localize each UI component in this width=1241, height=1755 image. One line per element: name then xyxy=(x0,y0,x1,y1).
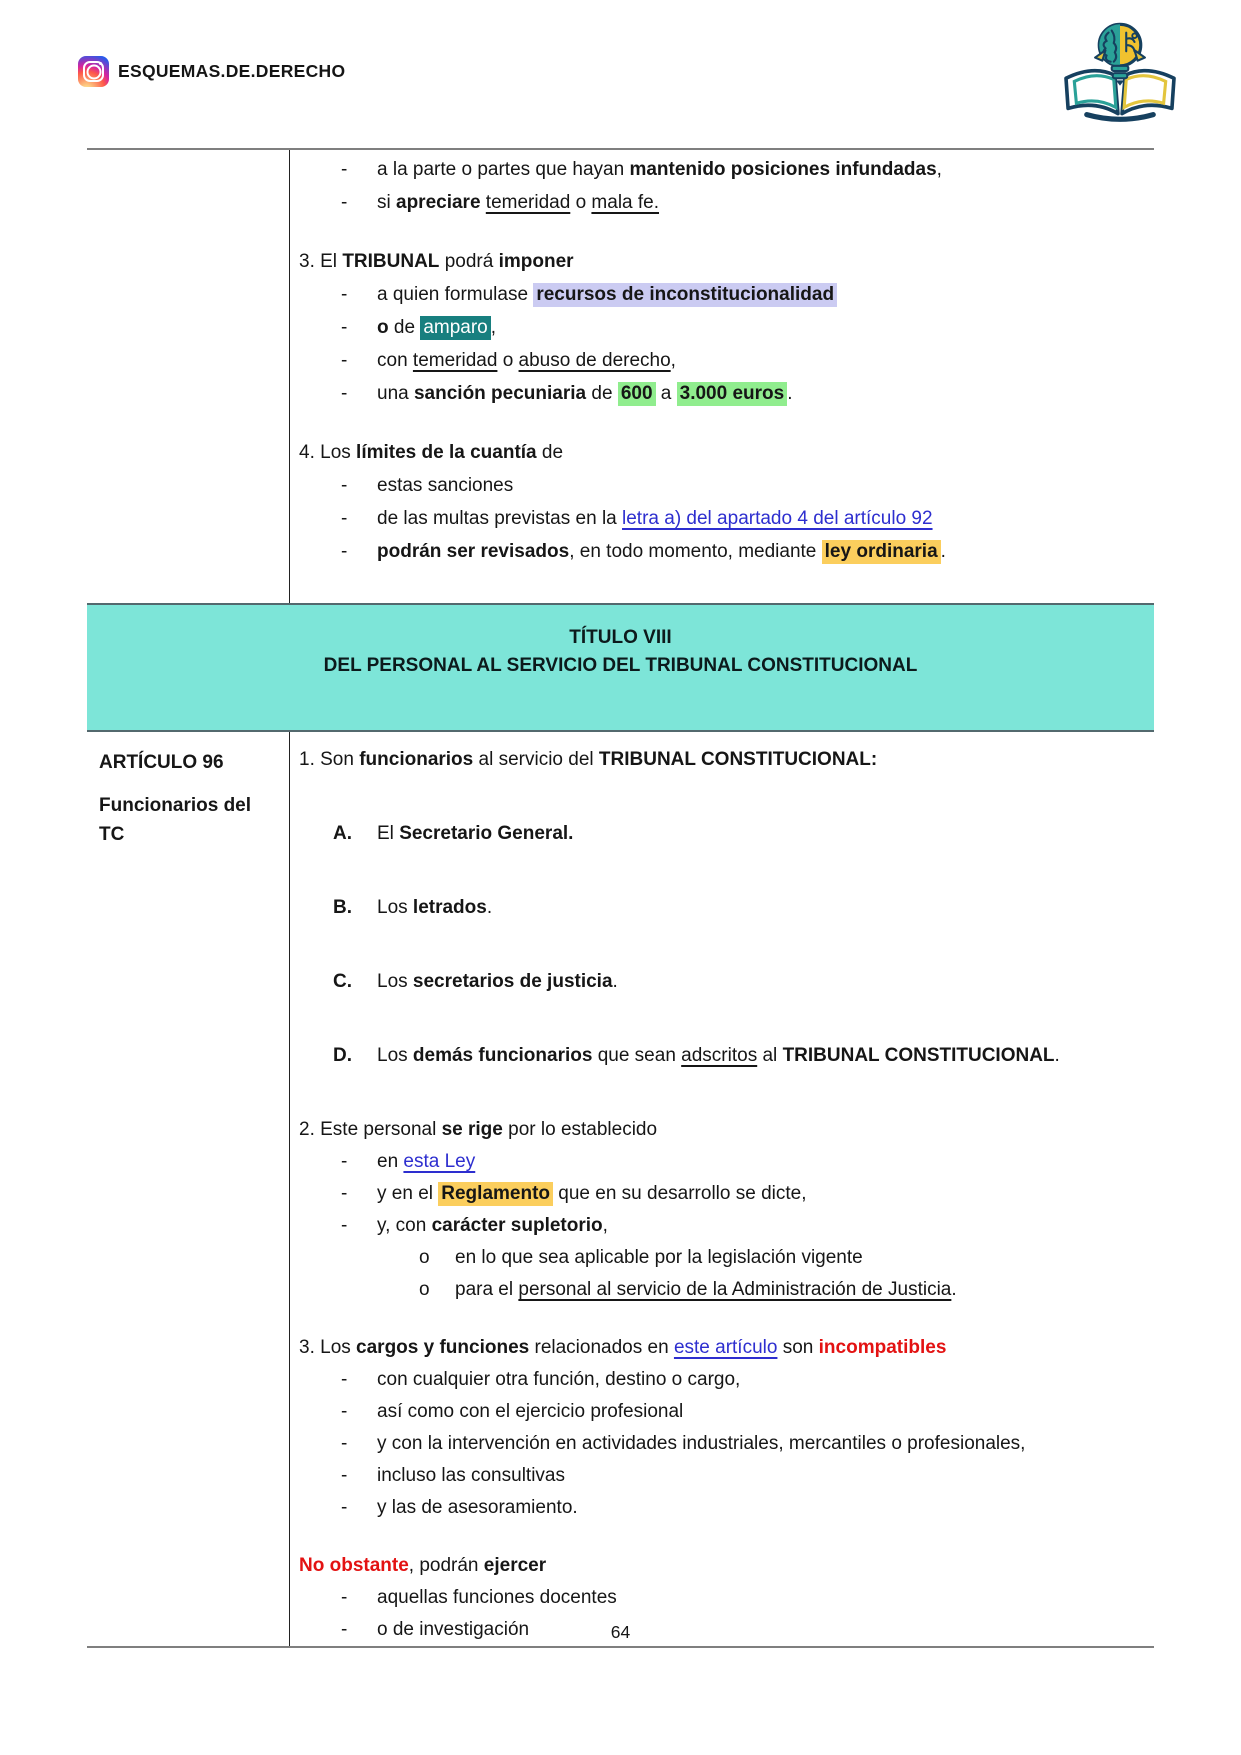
list-marker-letter: B. xyxy=(333,897,352,918)
text-content xyxy=(377,1178,1142,1210)
text-run: ley ordinaria xyxy=(822,540,941,564)
list-marker-dash: - xyxy=(341,1369,348,1390)
text-run: , en todo momento, mediante xyxy=(569,541,822,562)
brand-name: ESQUEMAS.DE.DERECHO xyxy=(118,61,346,81)
text-content xyxy=(455,1274,1142,1306)
list-marker-letter: C. xyxy=(333,971,352,992)
text-run: funcionarios xyxy=(359,749,474,770)
text-run: . xyxy=(940,541,946,562)
text-run: , xyxy=(936,159,942,180)
text-run: TRIBUNAL CONSTITUCIONAL: xyxy=(598,749,878,770)
text-run: relacionados en xyxy=(529,1337,674,1358)
list-item xyxy=(299,469,1142,502)
text-run: . xyxy=(612,971,618,992)
list-item xyxy=(299,966,1142,998)
list-marker-dash: - xyxy=(341,159,348,180)
text-run: límites de la cuantía xyxy=(356,442,537,463)
text-run: letrados xyxy=(412,897,487,918)
text-run: que en su desarrollo se dicte, xyxy=(553,1183,807,1204)
text-content xyxy=(299,436,1142,469)
text-content xyxy=(377,1460,1142,1492)
text-run: por lo establecido xyxy=(502,1119,658,1140)
list-marker-dash: - xyxy=(341,192,348,213)
list-marker-dash: - xyxy=(341,475,348,496)
text-content xyxy=(377,535,1142,568)
hyperlink[interactable]: este artículo xyxy=(673,1337,778,1358)
text-run: así como con el ejercicio profesional xyxy=(377,1401,684,1422)
text-run: o de investigación xyxy=(377,1619,530,1640)
text-run: Secretario General. xyxy=(399,823,574,844)
paragraph-line xyxy=(299,436,1142,469)
banner-subtitle: DEL PERSONAL AL SERVICIO DEL TRIBUNAL CONSTITUCIONAL xyxy=(323,655,918,676)
text-run: aquellas funciones docentes xyxy=(377,1587,617,1608)
text-content xyxy=(377,186,1142,219)
text-run: con cualquier otra función, destino o cargo, xyxy=(377,1369,741,1390)
text-run: podrán ser revisados xyxy=(377,541,570,562)
text-run: una xyxy=(377,383,414,404)
text-run: con xyxy=(377,350,413,371)
list-marker-dash: - xyxy=(341,1401,348,1422)
instagram-lens-dot xyxy=(99,62,102,65)
text-content xyxy=(377,153,1142,186)
list-marker-dash: - xyxy=(341,508,348,529)
text-run: cargos y funciones xyxy=(356,1337,530,1358)
text-run: 2. Este personal xyxy=(299,1119,442,1140)
text-content xyxy=(299,245,1142,278)
list-item xyxy=(299,1242,1142,1274)
text-run: a la parte o partes que hayan xyxy=(377,159,630,180)
list-marker-dash: - xyxy=(341,1433,348,1454)
text-run: Los xyxy=(377,971,413,992)
text-run: 3.000 euros xyxy=(677,382,788,406)
list-marker-dash: - xyxy=(341,1465,348,1486)
text-run: y, con xyxy=(377,1215,432,1236)
row2-content xyxy=(290,732,1154,1646)
text-run: temeridad xyxy=(412,350,498,371)
text-content xyxy=(377,311,1142,344)
text-run: . xyxy=(787,383,793,404)
paragraph-line xyxy=(299,1114,1142,1146)
text-run: se rige xyxy=(441,1119,503,1140)
paragraph-line xyxy=(299,744,1142,776)
text-run: mantenido posiciones infundadas xyxy=(629,159,937,180)
brain-bulb-book-logo xyxy=(1056,16,1184,124)
text-run: mala fe. xyxy=(591,192,660,213)
text-run: amparo xyxy=(420,316,490,340)
hyperlink[interactable]: esta Ley xyxy=(403,1151,476,1172)
text-run: de xyxy=(586,383,618,404)
text-run: imponer xyxy=(498,251,574,272)
text-run: , podrán xyxy=(408,1555,484,1576)
text-run: y con la intervención en actividades industriales, mercantiles o profesionales, xyxy=(377,1433,1026,1454)
text-run: y en el xyxy=(377,1183,439,1204)
text-run: apreciare xyxy=(396,192,481,213)
text-run: y las de asesoramiento. xyxy=(377,1497,578,1518)
text-run: 600 xyxy=(618,382,656,406)
list-marker-dash: - xyxy=(341,1151,348,1172)
text-run: de xyxy=(536,442,564,463)
list-marker-dash: - xyxy=(341,284,348,305)
list-marker-dash: - xyxy=(341,1497,348,1518)
text-content xyxy=(377,1582,1142,1614)
text-run: o xyxy=(570,192,592,213)
text-run: adscritos xyxy=(681,1045,758,1066)
list-item xyxy=(299,1274,1142,1306)
text-content xyxy=(377,1146,1142,1178)
text-run: . xyxy=(1054,1045,1060,1066)
list-marker-dash: - xyxy=(341,1619,348,1640)
text-run: son xyxy=(777,1337,819,1358)
table-row-sanctions xyxy=(87,150,1154,603)
text-run: recursos de inconstitucionalidad xyxy=(533,283,837,307)
table-row-article-96 xyxy=(87,732,1154,1648)
list-marker-letter: A. xyxy=(333,823,352,844)
text-content xyxy=(377,1364,1142,1396)
text-run: 3. El xyxy=(299,251,343,272)
text-content xyxy=(377,1210,1142,1242)
document-table xyxy=(87,148,1154,1648)
text-run: carácter supletorio xyxy=(431,1215,603,1236)
article-subtitle: Funcionarios del TC xyxy=(99,795,252,845)
list-marker-dash: - xyxy=(341,1587,348,1608)
list-item xyxy=(299,186,1142,219)
text-run: , xyxy=(670,350,676,371)
list-item xyxy=(299,1582,1142,1614)
list-item xyxy=(299,311,1142,344)
row1-left-cell xyxy=(87,150,290,603)
list-marker-letter: D. xyxy=(333,1045,352,1066)
text-run: TRIBUNAL CONSTITUCIONAL xyxy=(782,1045,1055,1066)
text-content xyxy=(455,1242,1142,1274)
row1-content xyxy=(290,150,1154,603)
text-run: estas sanciones xyxy=(377,475,514,496)
list-item xyxy=(299,1492,1142,1524)
list-item xyxy=(299,1396,1142,1428)
text-run: incluso las consultivas xyxy=(377,1465,565,1486)
text-content xyxy=(299,1114,1142,1146)
instagram-icon xyxy=(78,56,109,87)
list-item xyxy=(299,1040,1142,1072)
text-run: No obstante xyxy=(299,1555,409,1576)
text-run: El xyxy=(377,823,400,844)
list-item xyxy=(299,1210,1142,1242)
text-run: ejercer xyxy=(483,1555,547,1576)
text-run: para el xyxy=(455,1279,519,1300)
text-content xyxy=(377,278,1142,311)
list-item xyxy=(299,344,1142,377)
text-run: Los xyxy=(377,1045,413,1066)
page-number: 64 xyxy=(610,1622,631,1642)
text-run: , xyxy=(602,1215,608,1236)
text-run: en lo que sea aplicable por la legislación vigente xyxy=(455,1247,863,1268)
title-banner xyxy=(87,603,1154,732)
list-marker-dash: - xyxy=(341,317,348,338)
list-marker-circle: o xyxy=(419,1247,430,1268)
text-run: de las multas previstas en la xyxy=(377,508,623,529)
text-run: temeridad xyxy=(485,192,571,213)
text-content xyxy=(377,818,1142,850)
banner-title: TÍTULO VIII xyxy=(569,627,672,648)
list-marker-dash: - xyxy=(341,383,348,404)
text-run: 3. Los xyxy=(299,1337,357,1358)
text-run: Reglamento xyxy=(438,1182,553,1206)
row2-left-cell xyxy=(87,732,290,1646)
text-content xyxy=(377,1428,1142,1460)
text-run: de xyxy=(388,317,421,338)
text-run: abuso de derecho xyxy=(518,350,671,371)
list-item xyxy=(299,153,1142,186)
paragraph-line xyxy=(299,245,1142,278)
text-run: podrá xyxy=(439,251,499,272)
list-marker-dash: - xyxy=(341,350,348,371)
text-run: en xyxy=(377,1151,404,1172)
text-run: o xyxy=(497,350,519,371)
list-item xyxy=(299,1428,1142,1460)
list-item xyxy=(299,502,1142,535)
list-marker-dash: - xyxy=(341,1215,348,1236)
text-run: o xyxy=(377,317,389,338)
list-item xyxy=(299,1460,1142,1492)
list-item xyxy=(299,892,1142,924)
text-run: al xyxy=(757,1045,783,1066)
text-run: a quien formulase xyxy=(377,284,534,305)
list-item xyxy=(299,377,1142,410)
hyperlink[interactable]: letra a) del apartado 4 del artículo 92 xyxy=(622,508,933,529)
text-run: Los xyxy=(377,897,413,918)
text-content xyxy=(377,966,1142,998)
text-run: TRIBUNAL xyxy=(342,251,440,272)
paragraph-line xyxy=(299,1550,1142,1582)
text-run: 4. Los xyxy=(299,442,357,463)
text-run: incompatibles xyxy=(818,1337,947,1358)
list-item xyxy=(299,1146,1142,1178)
text-run: . xyxy=(486,897,493,918)
paragraph-line xyxy=(299,1332,1142,1364)
list-item xyxy=(299,278,1142,311)
list-item xyxy=(299,818,1142,850)
text-content xyxy=(299,744,1142,776)
list-marker-dash: - xyxy=(341,541,348,562)
text-run: secretarios de justicia xyxy=(412,971,613,992)
text-run: al servicio del xyxy=(473,749,599,770)
text-run: que sean xyxy=(592,1045,682,1066)
list-item xyxy=(299,1364,1142,1396)
text-run: personal al servicio de la Administración de Justicia xyxy=(518,1279,952,1300)
text-run: a xyxy=(655,383,677,404)
article-number: ARTÍCULO 96 xyxy=(99,752,224,773)
text-content xyxy=(377,1040,1142,1072)
list-marker-dash: - xyxy=(341,1183,348,1204)
text-content xyxy=(377,1396,1142,1428)
text-content xyxy=(299,1332,1142,1364)
text-content xyxy=(377,469,1142,502)
header-brand xyxy=(78,56,345,87)
text-content xyxy=(377,377,1142,410)
text-run: si xyxy=(377,192,396,213)
list-item xyxy=(299,1178,1142,1210)
text-run: , xyxy=(490,317,497,338)
text-content xyxy=(377,892,1142,924)
text-content xyxy=(377,1492,1142,1524)
text-content xyxy=(299,1550,1142,1582)
text-run: demás funcionarios xyxy=(412,1045,593,1066)
text-content xyxy=(377,502,1142,535)
text-content xyxy=(377,344,1142,377)
text-run: . xyxy=(951,1279,957,1300)
text-run: sanción pecuniaria xyxy=(413,383,587,404)
list-marker-circle: o xyxy=(419,1279,430,1300)
list-item xyxy=(299,535,1142,568)
text-run: 1. Son xyxy=(299,749,360,770)
